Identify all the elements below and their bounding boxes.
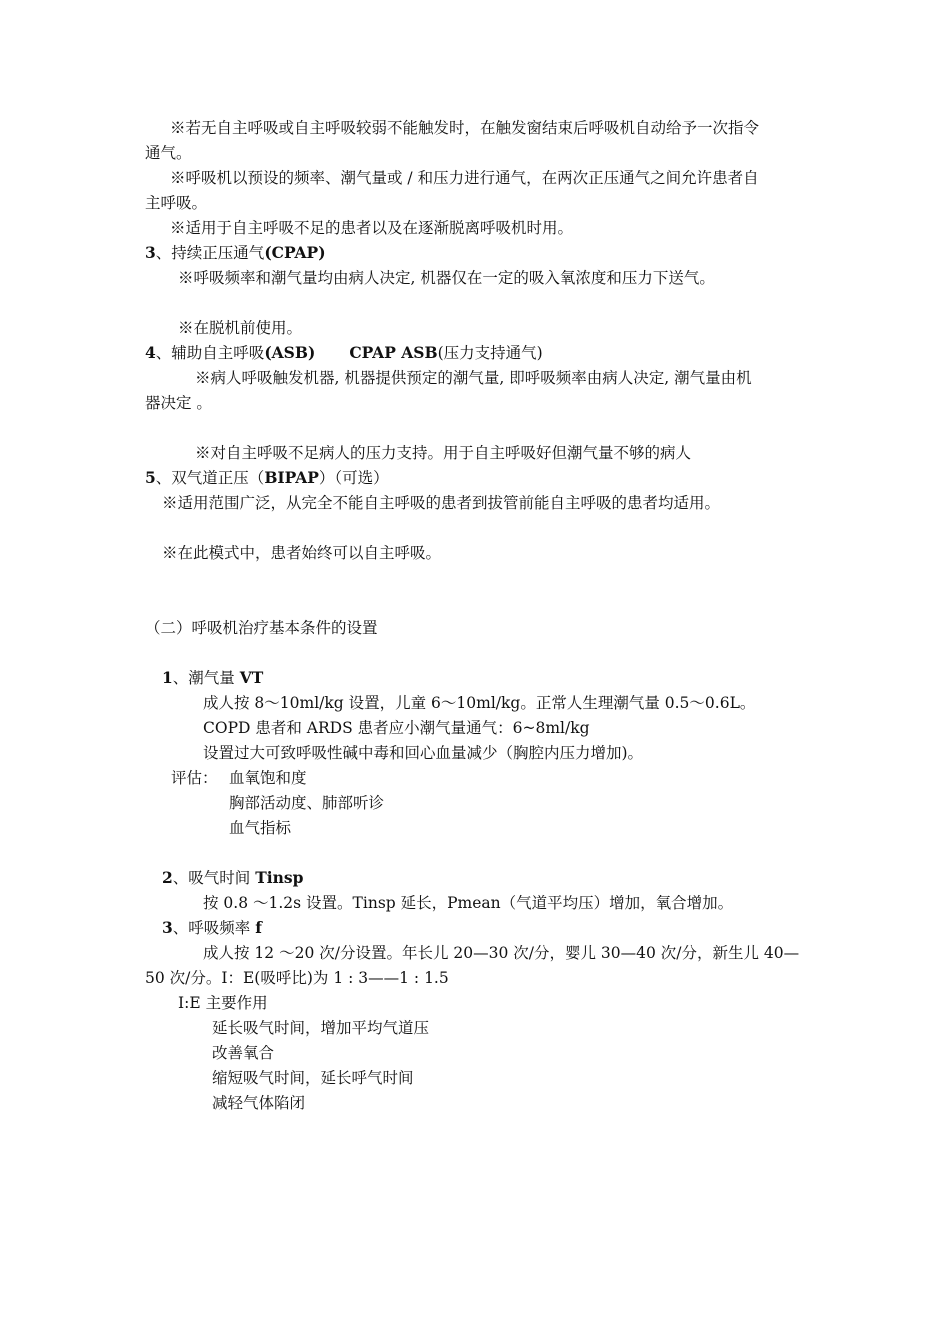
asb-note-1: ※病人呼吸触发机器, 机器提供预定的潮气量, 即呼吸频率由病人决定, 潮气量由机 [195, 369, 752, 387]
vt-line-3: 设置过大可致呼吸性碱中毒和回心血量减少（胸腔内压力增加)。 [203, 744, 644, 762]
rate-title: 、呼吸频率 [172, 919, 256, 937]
simv-note-1: ※若无自主呼吸或自主呼吸较弱不能触发时，在触发窗结束后呼吸机自动给予一次指令 [170, 119, 760, 137]
tinsp-line-1: 按 0.8 ～1.2s 设置。Tinsp 延长，Pmean（气道平均压）增加，氧合增加。 [203, 894, 734, 912]
eval-label: 评估： [171, 769, 218, 787]
cpap-number: 3 [145, 243, 156, 262]
vt-number: 1 [162, 668, 173, 687]
bipap-note-2: ※在此模式中，患者始终可以自主呼吸。 [162, 544, 442, 562]
bipap-tail: ）（可选） [318, 469, 389, 487]
eval-item-2: 胸部活动度、肺部听诊 [229, 794, 385, 812]
cpap-note-2: ※在脱机前使用。 [178, 319, 303, 337]
vt-line-2: COPD 患者和 ARDS 患者应小潮气量通气：6~8ml/kg [203, 719, 590, 737]
rate-heading [162, 918, 262, 938]
tinsp-number: 2 [162, 868, 173, 887]
asb-number: 4 [145, 343, 156, 362]
cpap-abbr: (CPAP) [264, 243, 326, 262]
ie-item-4: 减轻气体陷闭 [212, 1094, 306, 1112]
tinsp-abbr: Tinsp [255, 868, 304, 887]
cpap-heading [145, 243, 326, 263]
tinsp-title: 、吸气时间 [172, 869, 256, 887]
simv-note-2: ※呼吸机以预设的频率、潮气量或 / 和压力进行通气，在两次正压通气之间允许患者自 [170, 169, 759, 187]
bipap-heading [145, 468, 389, 488]
ie-item-3: 缩短吸气时间，延长呼气时间 [212, 1069, 414, 1087]
vt-heading [162, 668, 263, 688]
eval-item-1: 血氧饱和度 [229, 769, 307, 787]
vt-title: 、潮气量 [172, 669, 240, 687]
ie-item-1: 延长吸气时间，增加平均气道压 [212, 1019, 430, 1037]
bipap-abbr: BIPAP [264, 468, 319, 487]
bipap-title: 、双气道正压（ [155, 469, 265, 487]
cpap-note-1: ※呼吸频率和潮气量均由病人决定, 机器仅在一定的吸入氧浓度和压力下送气。 [178, 269, 715, 287]
bipap-number: 5 [145, 468, 156, 487]
vt-line-1: 成人按 8～10ml/kg 设置，儿童 6～10ml/kg。正常人生理潮气量 0.5～0.6L。 [203, 694, 756, 712]
vt-abbr: VT [239, 668, 264, 687]
asb-alt-title: (压力支持通气) [437, 344, 543, 362]
rate-number: 3 [162, 918, 173, 937]
asb-note-1-cont: 器决定 。 [145, 394, 212, 412]
simv-note-1-cont: 通气。 [145, 144, 192, 162]
asb-alt-abbr: CPAP ASB [349, 343, 438, 362]
asb-note-2: ※对自主呼吸不足病人的压力支持。用于自主呼吸好但潮气量不够的病人 [195, 444, 692, 462]
simv-note-3: ※适用于自主呼吸不足的患者以及在逐渐脱离呼吸机时用。 [170, 219, 574, 237]
ie-item-2: 改善氧合 [212, 1044, 275, 1062]
bipap-note-1: ※适用范围广泛，从完全不能自主呼吸的患者到拔管前能自主呼吸的患者均适用。 [162, 494, 721, 512]
ie-heading: I:E 主要作用 [178, 994, 268, 1012]
asb-abbr: (ASB) [264, 343, 316, 362]
rate-line-2: 50 次/分。I：E(吸呼比)为 1 : 3——1 : 1.5 [145, 969, 449, 987]
rate-line-1: 成人按 12 ～20 次/分设置。年长儿 20—30 次/分，婴儿 30—40 次/分，新生儿 40— [203, 944, 800, 962]
rate-abbr: f [255, 918, 262, 937]
section-heading: （二）呼吸机治疗基本条件的设置 [145, 619, 378, 637]
eval-item-3: 血气指标 [229, 819, 292, 837]
asb-heading [145, 343, 543, 363]
tinsp-heading [162, 868, 304, 888]
simv-note-2-cont: 主呼吸。 [145, 194, 208, 212]
cpap-title: 、持续正压通气 [155, 244, 265, 262]
asb-title: 、辅助自主呼吸 [155, 344, 265, 362]
